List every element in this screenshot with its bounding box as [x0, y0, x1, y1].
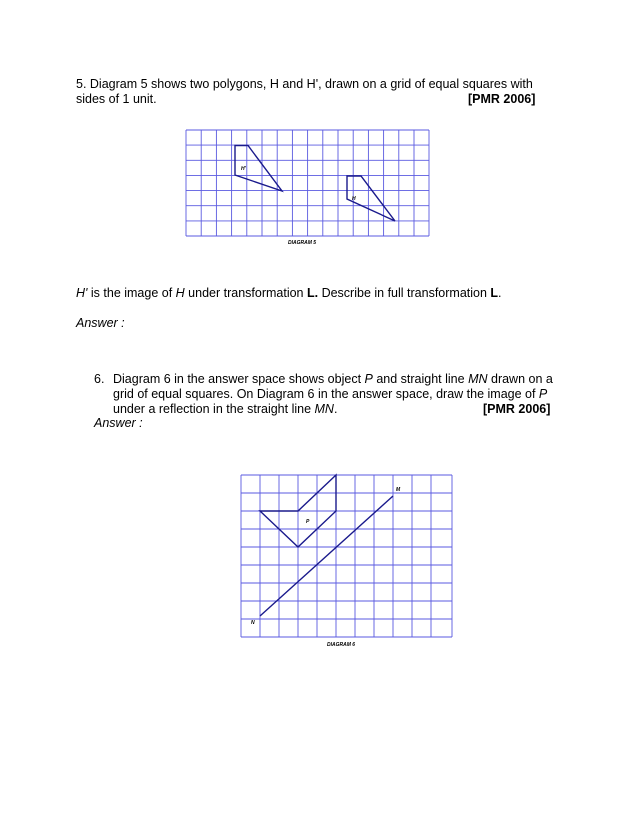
q5-question-text-c: Describe in full transformation [318, 286, 491, 300]
diagram-5-caption: DIAGRAM 5 [288, 240, 317, 246]
q5-question-text-a: is the image of [87, 286, 176, 300]
q6-line-3-mn: MN [314, 402, 334, 416]
line-mn [260, 496, 393, 616]
diagram-5 [186, 130, 430, 248]
q5-line-2: sides of 1 unit. [76, 92, 157, 106]
label-m: M [396, 487, 401, 493]
q5-question-l2: L [490, 286, 499, 300]
q6-line-1-c: and straight line [372, 372, 469, 386]
q6-line-1-e: drawn on a [487, 372, 553, 386]
diagram-6-caption: DIAGRAM 6 [327, 642, 356, 648]
q6-line-3-a: under a reflection in the straight line [113, 402, 315, 416]
q6-number: 6. [94, 372, 105, 386]
q5-question [76, 286, 502, 301]
q5-question-end: . [498, 286, 502, 300]
label-n: N [251, 620, 255, 626]
q6-answer-label: Answer : [94, 416, 143, 430]
q6-line-2-p: P [538, 387, 548, 401]
q6-line-3-c: . [333, 402, 338, 416]
q6-line-3 [113, 402, 337, 417]
q6-line-2-a: grid of equal squares. On Diagram 6 in the answer space, draw the image of [113, 387, 539, 401]
q6-line-2 [113, 387, 547, 402]
q6-line-1-a: Diagram 6 in the answer space shows object [113, 372, 365, 386]
q5-question-l1: L. [307, 286, 319, 300]
q5-question-hprime: H' [76, 286, 88, 300]
diagram-6-grid [241, 475, 452, 637]
q6-line-1-p: P [364, 372, 373, 386]
q5-line-1: 5. Diagram 5 shows two polygons, H and H', drawn on a grid of equal squares with [76, 77, 533, 91]
q5-answer-label: Answer : [76, 316, 125, 330]
q5-question-h: H [175, 286, 185, 300]
q5-question-text-b: under transformation [184, 286, 307, 300]
q6-line-1 [113, 372, 553, 387]
q6-line-1-mn: MN [468, 372, 488, 386]
q5-source: [PMR 2006] [468, 92, 536, 106]
label-p: P [306, 519, 310, 525]
q6-source: [PMR 2006] [483, 402, 551, 416]
diagram-6 [241, 475, 455, 653]
label-h-prime: H' [241, 166, 246, 172]
label-h: H [352, 196, 356, 202]
